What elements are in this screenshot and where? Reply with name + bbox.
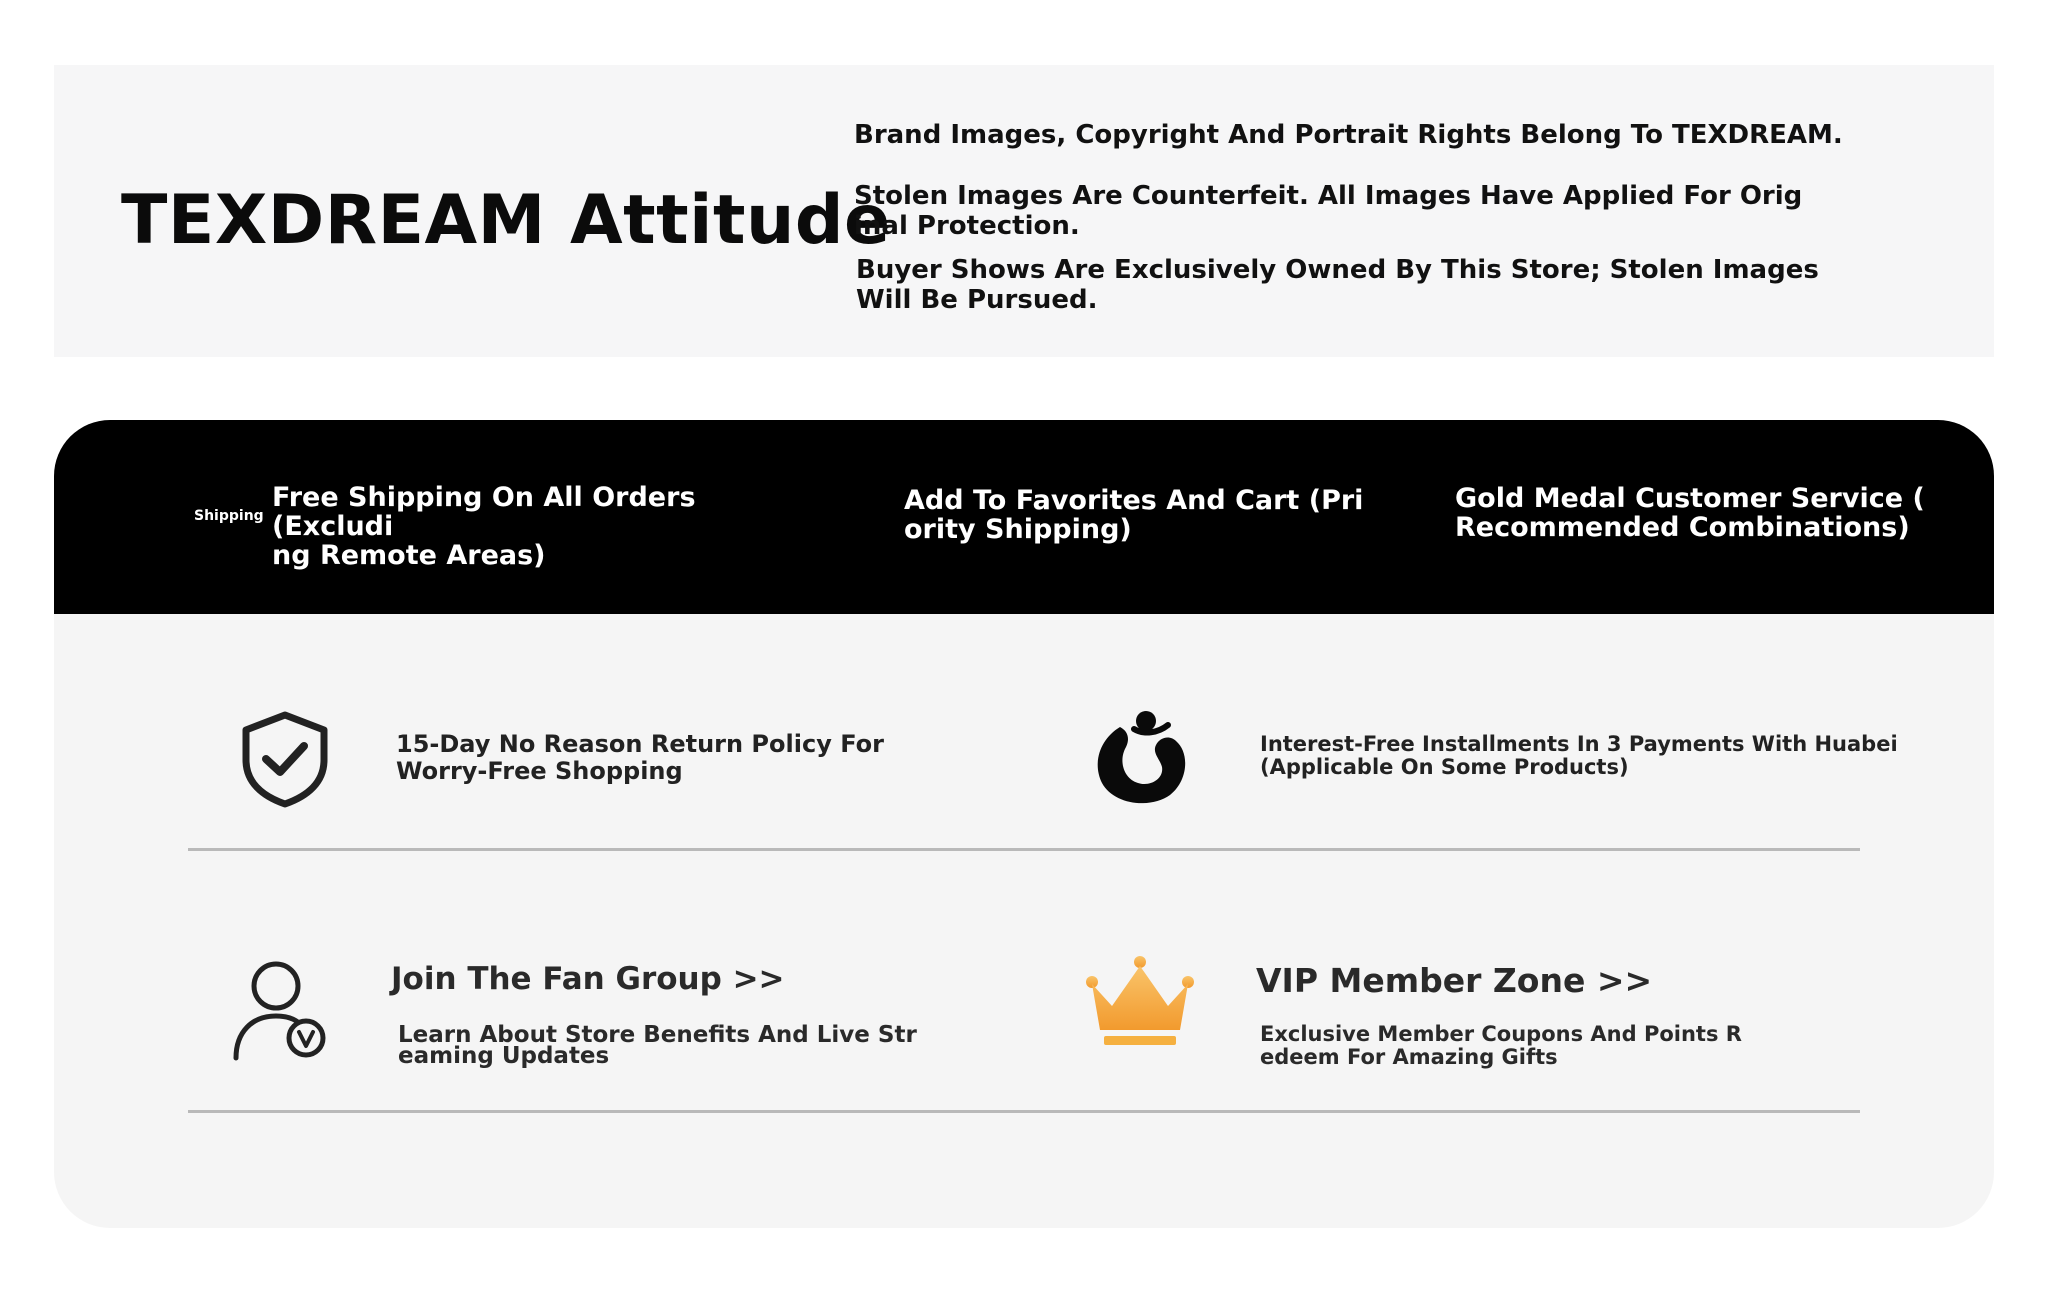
free-shipping-text: Free Shipping On All Orders (Excludi ng Remote Areas) xyxy=(272,482,696,571)
store-benefits-card xyxy=(54,420,1994,1228)
vip-zone-subtitle: Exclusive Member Coupons And Points R edeem For Amazing Gifts xyxy=(1260,1022,1742,1069)
fan-group-subtitle: Learn About Store Benefits And Live Str eaming Updates xyxy=(398,1022,917,1069)
divider xyxy=(188,848,1860,851)
favorites-cart-text: Add To Favorites And Cart (Pri ority Shipping) xyxy=(904,485,1364,545)
counterfeit-notice: Stolen Images Are Counterfeit. All Images Have Applied For Orig inal Protection. xyxy=(854,181,1803,241)
shipping-tag: Shipping xyxy=(194,508,264,524)
fan-group-link[interactable]: Join The Fan Group >> xyxy=(391,961,785,997)
vip-zone-link[interactable]: VIP Member Zone >> xyxy=(1256,961,1653,1000)
copyright-notice: Brand Images, Copyright And Portrait Rights Belong To TEXDREAM. xyxy=(854,120,1843,150)
user-verified-icon[interactable] xyxy=(230,958,330,1062)
return-policy-text: 15-Day No Reason Return Policy For Worry-Free Shopping xyxy=(396,730,884,785)
brand-banner xyxy=(54,65,1994,357)
installments-text: Interest-Free Installments In 3 Payments With Huabei (Applicable On Some Products) xyxy=(1260,732,1898,779)
customer-service-text: Gold Medal Customer Service ( Recommended Combinations) xyxy=(1455,483,1925,543)
service-bar xyxy=(54,420,1994,614)
brand-title: TEXDREAM Attitude xyxy=(121,181,891,260)
crown-icon[interactable] xyxy=(1084,956,1196,1048)
shield-check-icon xyxy=(240,710,330,808)
buyer-show-notice: Buyer Shows Are Exclusively Owned By This Store; Stolen Images Will Be Pursued. xyxy=(856,255,1819,315)
huabei-logo-icon xyxy=(1090,705,1190,809)
divider xyxy=(188,1110,1860,1113)
